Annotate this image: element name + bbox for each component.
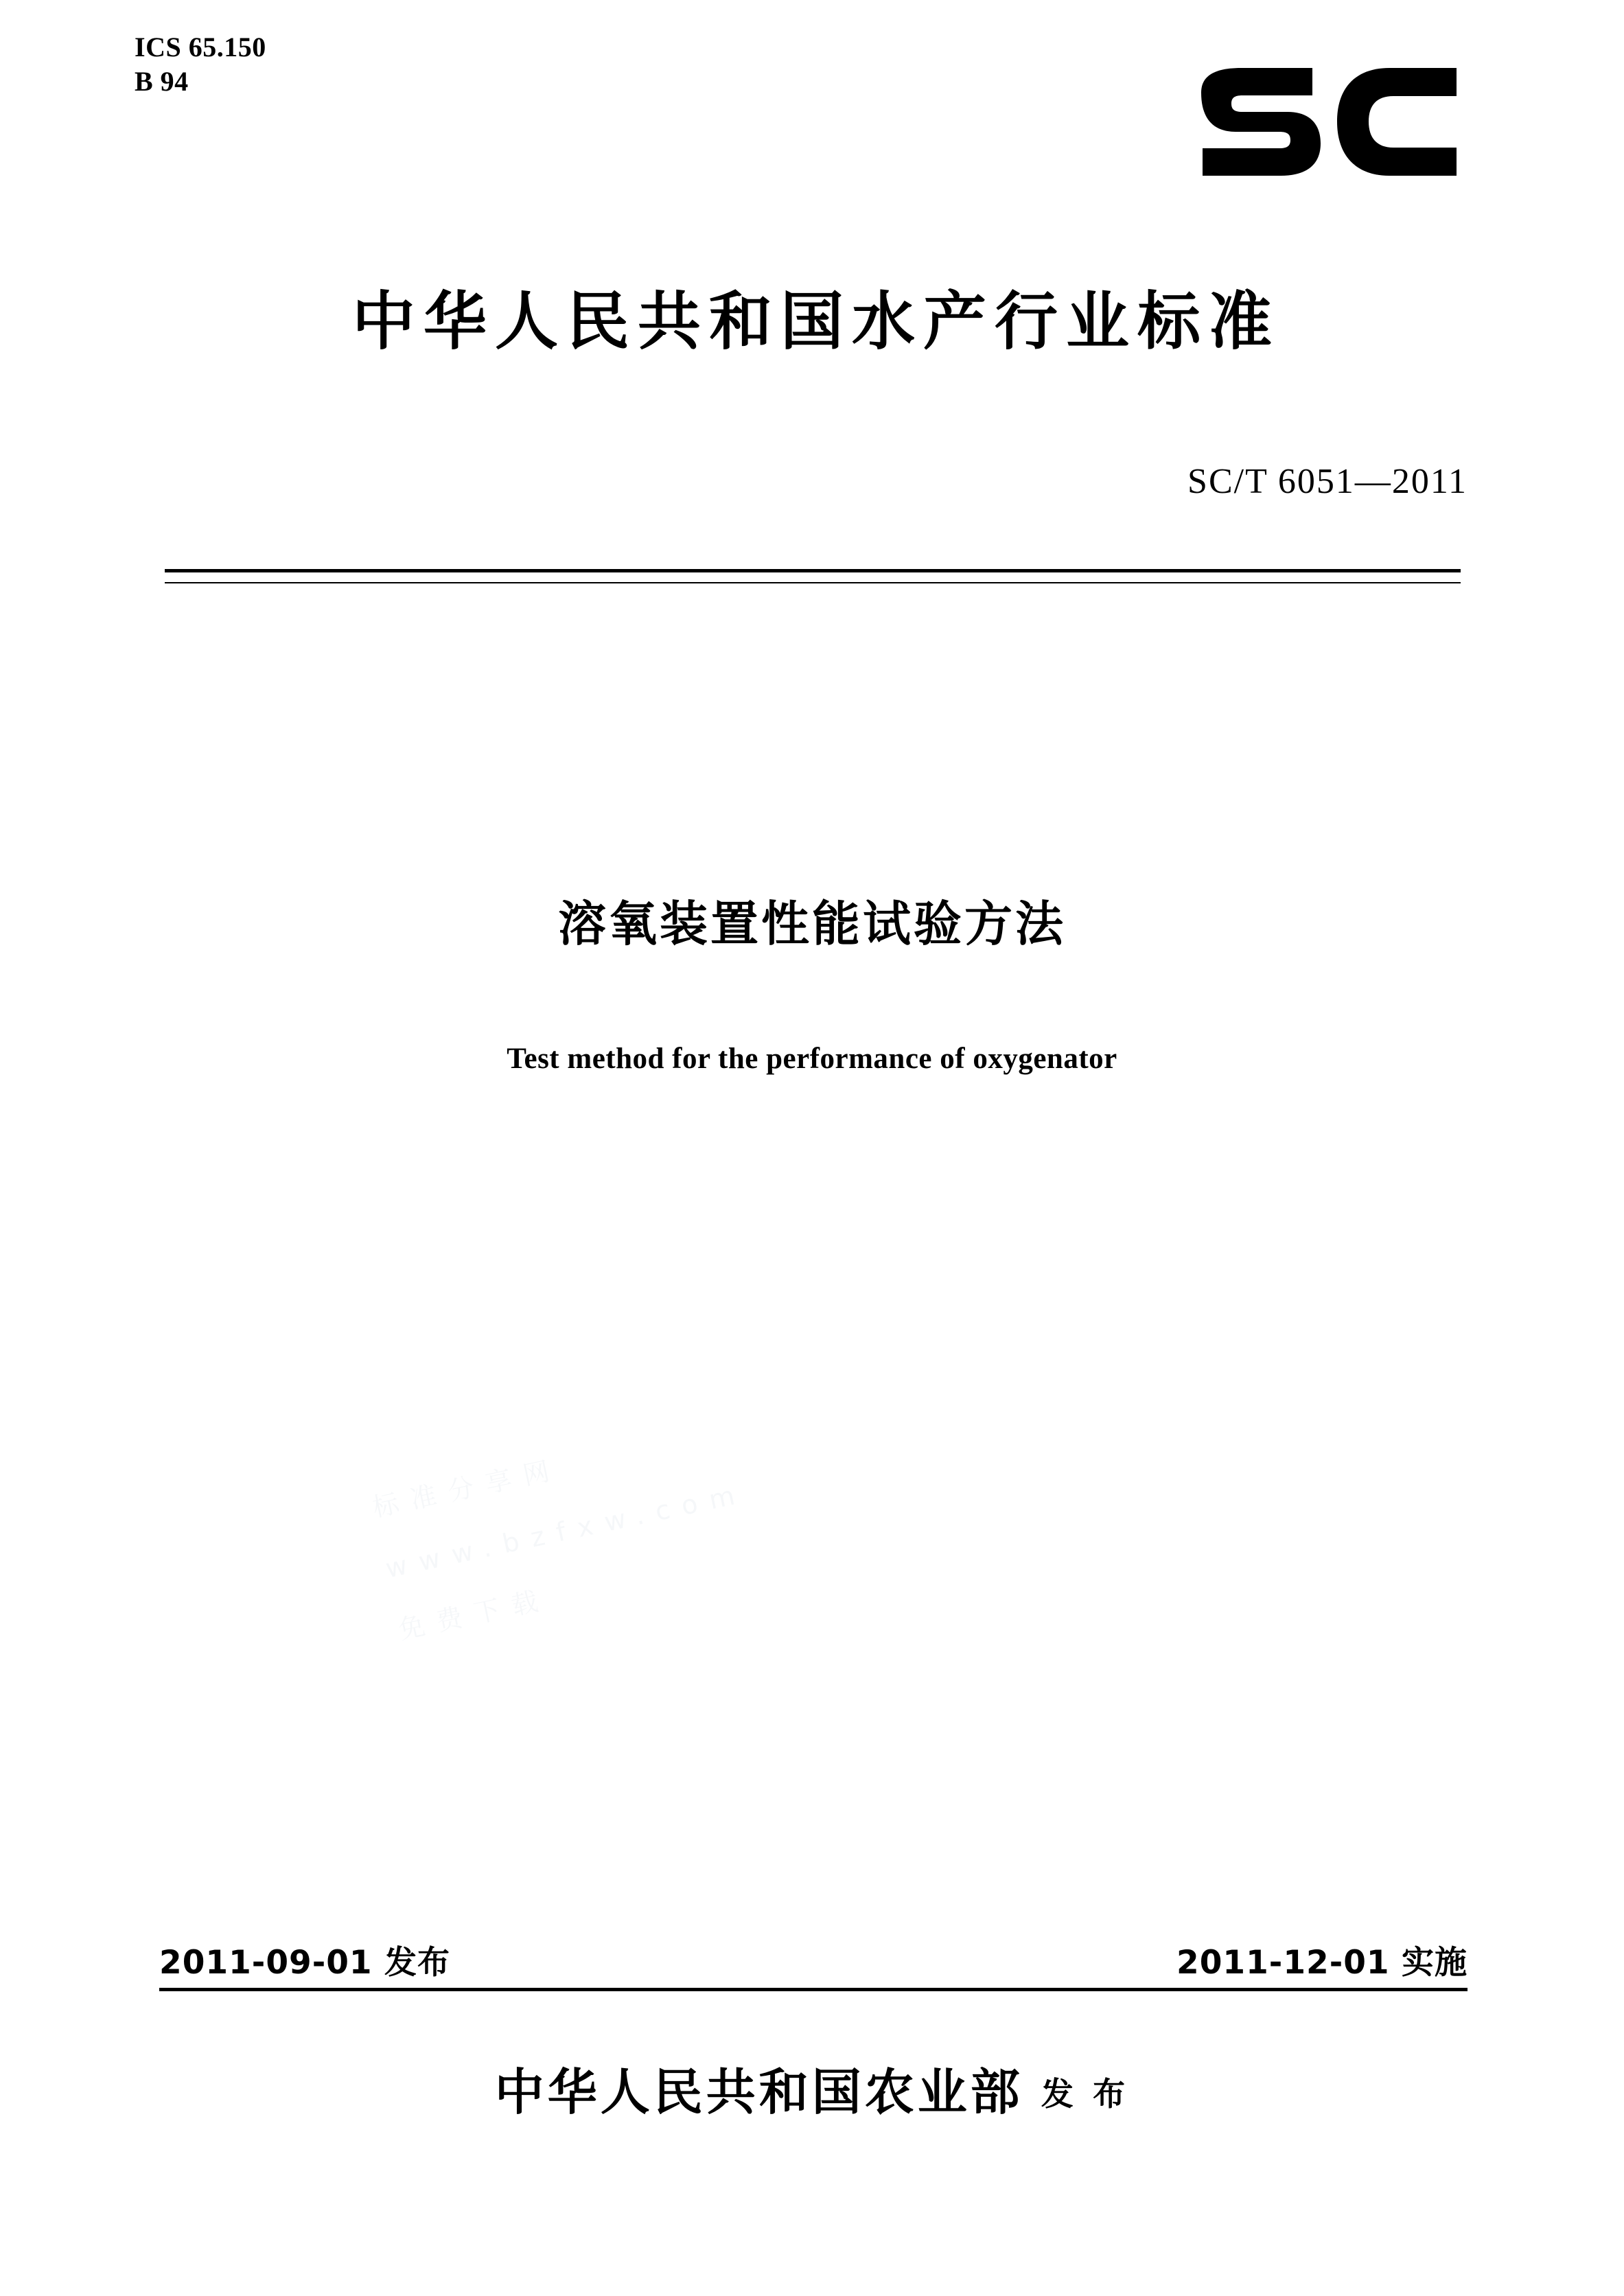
release-date: 2011-09-01 发布 <box>159 1944 450 1982</box>
footer-divider <box>159 1988 1468 1991</box>
watermark-line <box>367 1307 1185 1540</box>
issuer-name: 中华人民共和国农业部 <box>494 2063 1023 2121</box>
header-divider-thick <box>165 569 1461 572</box>
watermark-line <box>380 1368 1198 1601</box>
document-title-english: Test method for the performance of oxygenator <box>507 1043 1117 1075</box>
implementation-date: 2011-12-01 实施 <box>1176 1944 1468 1982</box>
sc-logo <box>1192 65 1466 178</box>
issuing-body-header: 中华人民共和国水产行业标准 <box>351 285 1280 358</box>
issuer-block <box>0 2052 1624 2124</box>
ics-code: ICS 65.150 <box>135 32 266 62</box>
classification-codes <box>135 30 266 99</box>
category-code: B 94 <box>135 66 189 97</box>
standard-number: SC/T 6051—2011 <box>1187 462 1468 501</box>
document-title-chinese: 溶氧装置性能试验方法 <box>558 896 1066 952</box>
issuer-verb: 发 布 <box>1041 2076 1130 2113</box>
watermark-line <box>393 1429 1211 1662</box>
header-divider-thin <box>165 582 1461 583</box>
watermark <box>367 1307 1281 1988</box>
